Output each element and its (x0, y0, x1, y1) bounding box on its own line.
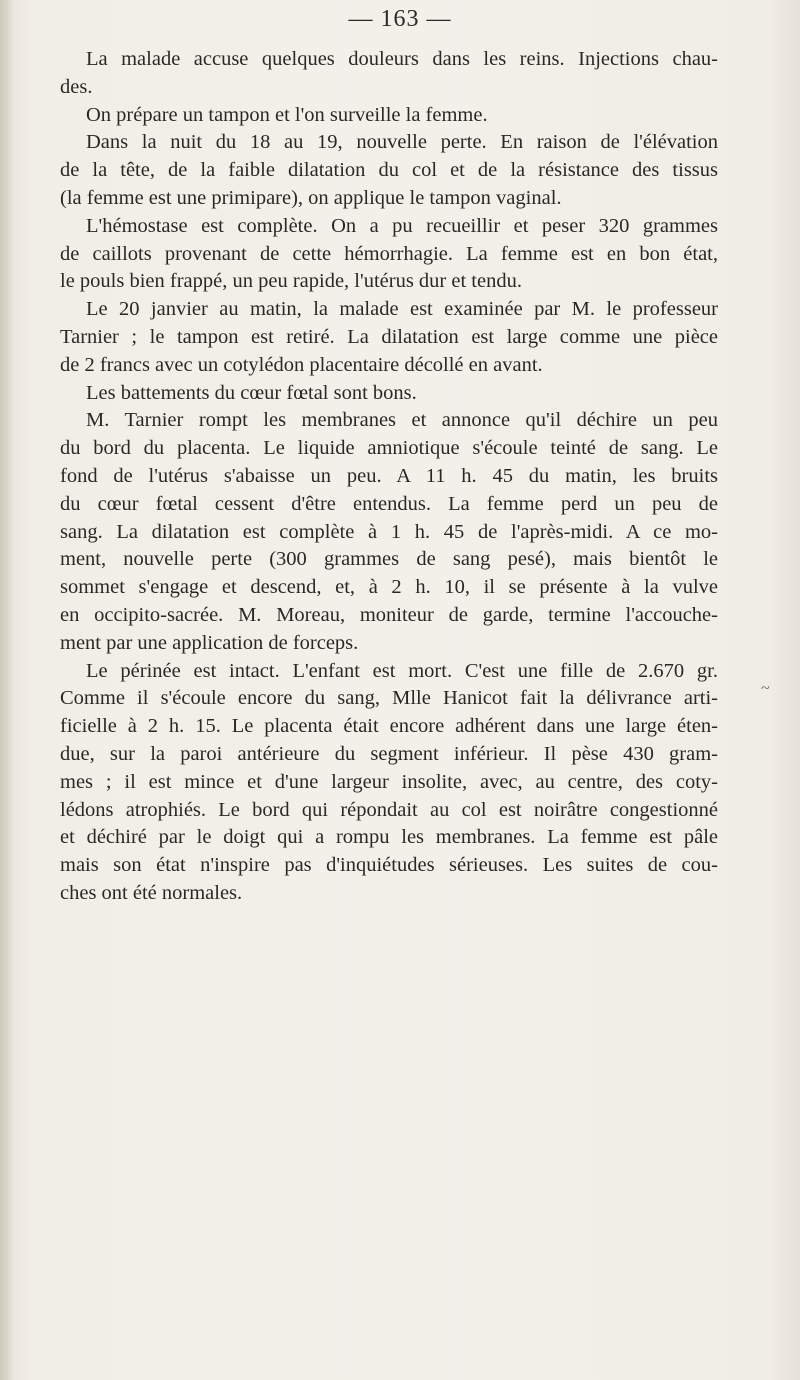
text-line: La malade accuse quelques douleurs dans les reins. Injections chau- (86, 48, 718, 70)
text-line: L'hémostase est complète. On a pu recueillir et peser 320 grammes (86, 214, 718, 237)
text-line: mes ; il est mince et d'une largeur insolite, avec, au centre, des coty- (60, 770, 718, 793)
text-line: ment, nouvelle perte (300 grammes de sang pesé), mais bientôt le (60, 548, 718, 571)
text-line: en occipito-sacrée. M. Moreau, moniteur de garde, termine l'accouche- (60, 603, 718, 626)
text-line: lédons atrophiés. Le bord qui répondait au col est noirâtre congestionné (60, 798, 718, 821)
text-line: fond de l'utérus s'abaisse un peu. A 11 h. 45 du matin, les bruits (60, 464, 718, 487)
text-line: le pouls bien frappé, un peu rapide, l'utérus dur et tendu. (60, 270, 522, 293)
text-line: sang. La dilatation est complète à 1 h. 45 de l'après-midi. A ce mo- (60, 520, 718, 543)
text-line: ficielle à 2 h. 15. Le placenta était encore adhérent dans une large éten- (60, 715, 718, 738)
text-line: due, sur la paroi antérieure du segment inférieur. Il pèse 430 gram- (60, 742, 718, 765)
text-line: sommet s'engage et descend, et, à 2 h. 10, il se présente à la vulve (60, 576, 718, 599)
text-line: Le 20 janvier au matin, la malade est examinée par M. le professeur (86, 298, 718, 321)
text-line: Le périnée est intact. L'enfant est mort. C'est une fille de 2.670 gr. (86, 659, 718, 682)
text-line: Les battements du cœur fœtal sont bons. (86, 381, 417, 404)
text-line: Tarnier ; le tampon est retiré. La dilatation est large comme une pièce (60, 325, 718, 348)
text-line: On prépare un tampon et l'on surveille la femme. (86, 103, 488, 126)
text-line: des. (60, 75, 93, 98)
text-line: M. Tarnier rompt les membranes et annonce qu'il déchire un peu (86, 409, 718, 432)
text-line: Dans la nuit du 18 au 19, nouvelle perte. En raison de l'élévation (86, 131, 718, 154)
text-line: de la tête, de la faible dilatation du col et de la résistance des tissus (60, 159, 718, 182)
page-number-header: — 163 — (348, 6, 452, 32)
text-line: du bord du placenta. Le liquide amniotique s'écoule teinté de sang. Le (60, 437, 718, 460)
text-line: Comme il s'écoule encore du sang, Mlle Hanicot fait la délivrance arti- (60, 687, 718, 710)
body-text (60, 46, 718, 908)
text-line: (la femme est une primipare), on applique le tampon vaginal. (60, 186, 562, 209)
text-line: mais son état n'inspire pas d'inquiétudes sérieuses. Les suites de cou- (60, 854, 718, 877)
text-line: de caillots provenant de cette hémorrhagie. La femme est en bon état, (60, 242, 718, 265)
text-line: de 2 francs avec un cotylédon placentaire décollé en avant. (60, 353, 543, 376)
margin-mark: ~ (761, 680, 770, 697)
text-line: et déchiré par le doigt qui a rompu les membranes. La femme est pâle (60, 826, 718, 849)
text-line: du cœur fœtal cessent d'être entendus. La femme perd un peu de (60, 492, 718, 515)
text-line: ment par une application de forceps. (60, 631, 359, 654)
text-line: ches ont été normales. (60, 881, 243, 904)
page-spine-shadow (0, 0, 14, 1380)
